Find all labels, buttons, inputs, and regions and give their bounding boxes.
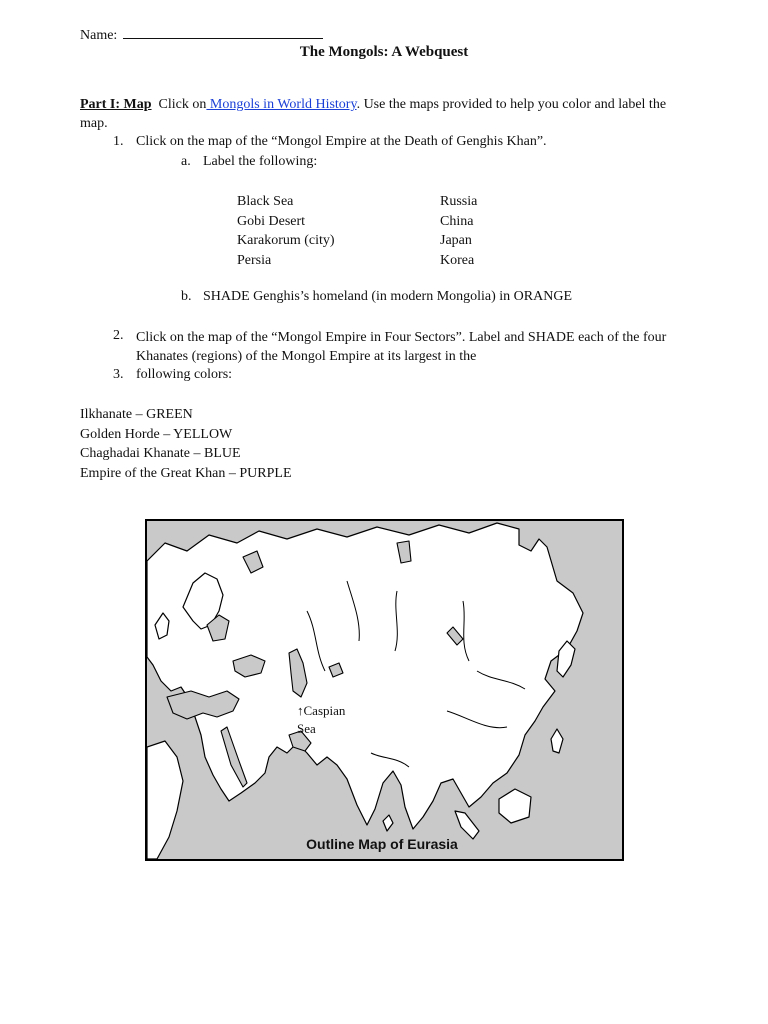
color-key-item: Ilkhanate – GREEN [80,407,193,422]
eurasia-outline-map [145,519,624,861]
page-title: The Mongols: A Webquest [299,44,469,60]
step1-text: Click on the map of the “Mongol Empire at the Death of Genghis Khan”. [136,134,547,149]
africa-corner [147,741,183,859]
color-key-item: Chaghadai Khanate – BLUE [80,446,241,461]
caspian-annotation: ↑Caspian [297,703,346,718]
mongols-world-history-link[interactable]: Mongols in World History [206,97,357,112]
color-key-item: Empire of the Great Khan – PURPLE [80,465,292,481]
step1-sub-b-letter: b. [181,289,192,304]
borneo-island [499,789,531,823]
color-key-list [80,405,292,483]
color-key-item: Golden Horde – YELLOW [80,426,233,442]
step2-text: Click on the map of the “Mongol Empire in Four Sectors”. Label and SHADE each of the four Khanates (regions) of the Mongol Empire at its largest in the [136,330,667,364]
part1-intro-text: Click on [158,97,207,112]
labels-right-column [440,192,477,270]
label-item: Japan [440,233,472,248]
philippines-islands [551,729,563,753]
name-label: Name: [80,28,118,43]
label-item: Black Sea [237,194,294,209]
step1-number: 1. [113,134,124,149]
part1-intro [80,95,680,133]
step1-sub-b-text: SHADE Genghis’s homeland (in modern Mongolia) in ORANGE [203,289,573,304]
part1-intro-rest: . Use the maps provided to help you color and label the map. [80,97,667,131]
name-field [80,26,323,44]
label-item: Korea [440,252,475,268]
step2-number: 2. [113,328,124,343]
caspian-annotation-line2: Sea [297,721,316,736]
label-item: Gobi Desert [237,213,306,229]
label-item: Russia [440,194,478,209]
sumatra-island [455,811,479,839]
step3-number: 3. [113,367,124,382]
sri-lanka-island [383,815,393,831]
name-blank-line[interactable] [123,26,323,39]
labels-left-column [237,192,335,270]
part1-heading: Part I: Map [80,97,152,112]
step1-sub-a-letter: a. [181,154,191,169]
step1-sub-a-text: Label the following: [203,154,318,169]
map-caption: Outline Map of Eurasia [306,836,458,852]
label-item: Persia [237,252,272,268]
eurasia-landmass [147,523,583,829]
step3-text: following colors: [136,367,233,382]
label-item: China [440,213,474,229]
label-item: Karakorum (city) [237,233,335,248]
